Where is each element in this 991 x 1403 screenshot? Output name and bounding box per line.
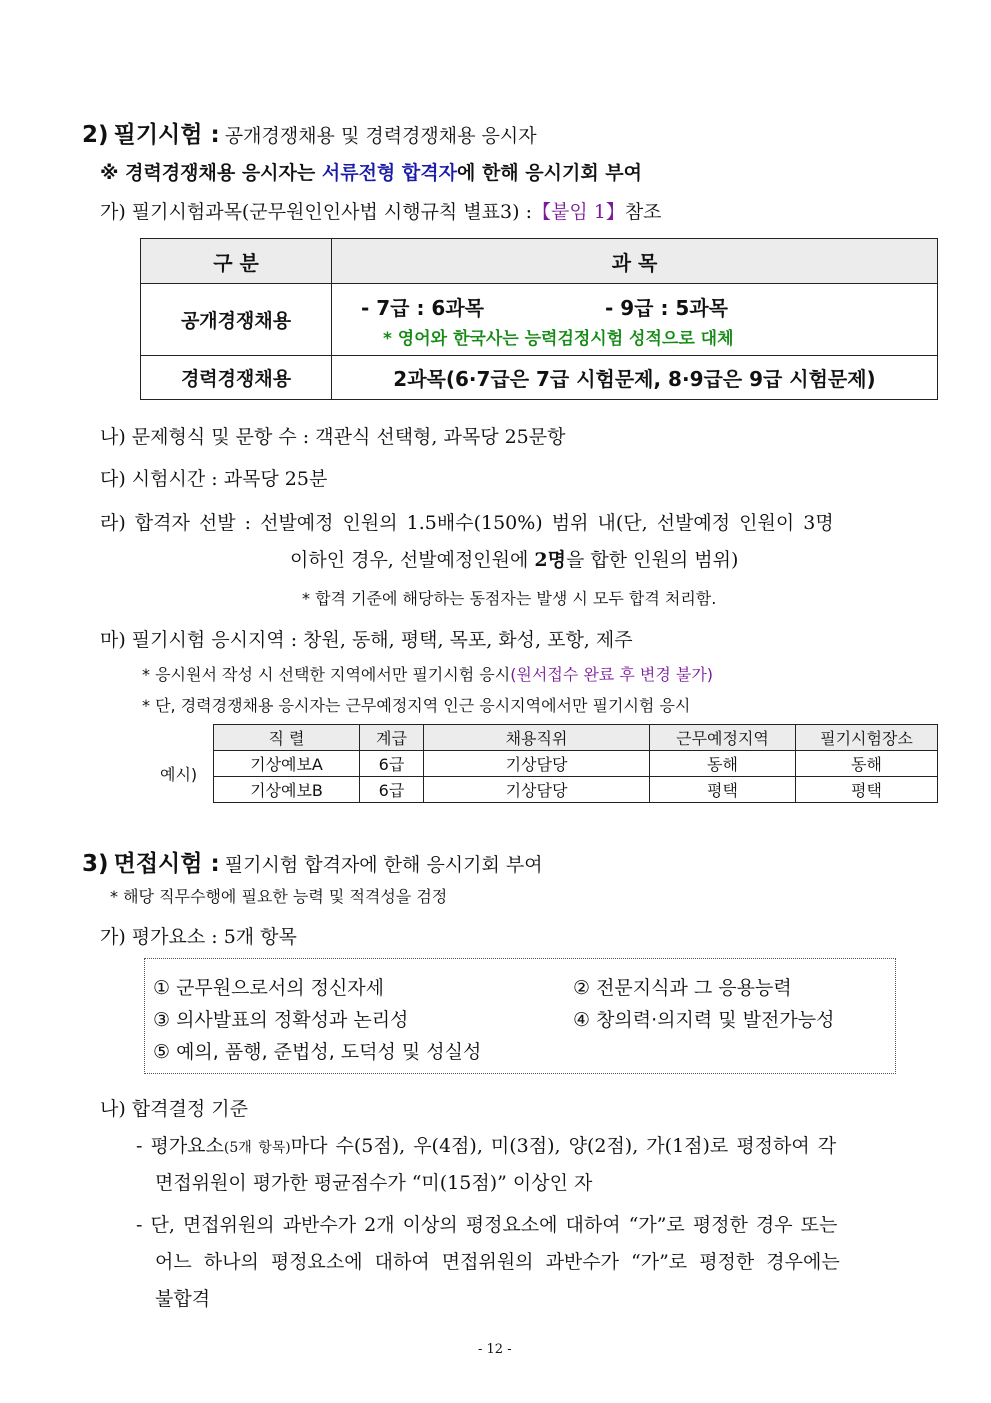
section-2-ga [100, 197, 662, 224]
section-3-note: * 해당 직무수행에 필요한 능력 및 적격성을 검정 [110, 887, 448, 906]
ga-prefix: 가) 필기시험과목(군무원인인사법 시행규칙 별표3) : [100, 201, 532, 223]
ra-line2-prefix: 이하인 경우, 선발예정인원에 [290, 549, 529, 571]
subject-replacement-note: * 영어와 한국사는 능력검정시험 성적으로 대체 [383, 328, 734, 349]
eval-item-1: ① 군무원으로서의 정신자세 [153, 977, 385, 999]
subject-header-category: 구 분 [141, 239, 332, 284]
table-row [214, 777, 938, 803]
eval-item-5: ⑤ 예의, 품행, 준법성, 도덕성 및 성실성 [153, 1041, 482, 1063]
section-2-note [100, 158, 642, 185]
subject-header-subjects: 과 목 [332, 239, 938, 284]
table-cell: 동해 [796, 751, 938, 777]
section-2-title: 필기시험 : [113, 122, 220, 148]
row-open-recruitment-subjects [332, 284, 938, 356]
section-2-ma-note2: * 단, 경력경쟁채용 응시자는 근무예정지역 인근 응시지역에서만 필기시험 응시 [142, 696, 691, 715]
table-cell: 기상담당 [424, 777, 650, 803]
ex-header-position: 채용직위 [424, 725, 650, 751]
note-highlight: 서류전형 합격자 [321, 162, 457, 184]
criteria-bullet-1-line2: 면접위원이 평가한 평균점수가 “미(15점)” 이상인 자 [155, 1172, 593, 1194]
table-cell: 6급 [360, 777, 424, 803]
b1-l1-small: (5개 항목) [223, 1140, 291, 1156]
example-table [213, 724, 938, 803]
ma-note1-prefix: * 응시원서 작성 시 선택한 지역에서만 필기시험 응시 [142, 665, 511, 684]
section-2-subtitle: 공개경쟁채용 및 경력경쟁채용 응시자 [224, 125, 537, 147]
table-cell: 기상담당 [424, 751, 650, 777]
section-2-heading [82, 116, 537, 149]
ex-header-work-region: 근무예정지역 [650, 725, 796, 751]
criteria-bullet-2-line3: 불합격 [155, 1288, 211, 1310]
section-2-number: 2) [82, 122, 109, 148]
example-label: 예시) [160, 765, 198, 784]
eval-item-4: ④ 창의력·의지력 및 발전가능성 [573, 1009, 835, 1031]
section-2-ra-note: * 합격 기준에 해당하는 동점자는 발생 시 모두 합격 처리함. [302, 589, 717, 608]
row-career-recruitment-label: 경력경쟁채용 [141, 356, 332, 400]
ra-line2-suffix: 을 합한 인원의 범위) [566, 549, 739, 571]
evaluation-items-box [144, 958, 896, 1074]
section-3-title: 면접시험 : [113, 851, 220, 877]
note-prefix: ※ 경력경쟁채용 응시자는 [100, 162, 316, 184]
note-suffix: 에 한해 응시기회 부여 [456, 162, 642, 184]
section-2-ra-line2 [290, 545, 738, 572]
grade7-subjects: - 7급 : 6과목 [361, 295, 484, 320]
section-3-ga: 가) 평가요소 : 5개 항목 [100, 926, 297, 948]
section-2-na: 나) 문제형식 및 문항 수 : 객관식 선택형, 과목당 25문항 [100, 426, 566, 448]
grade9-subjects: - 9급 : 5과목 [605, 295, 728, 320]
table-cell: 6급 [360, 751, 424, 777]
table-cell: 동해 [650, 751, 796, 777]
ga-suffix: 참조 [624, 201, 662, 223]
criteria-bullet-1-line1 [136, 1131, 836, 1158]
ex-header-grade: 계급 [360, 725, 424, 751]
ra-line2-bold: 2명 [534, 549, 566, 571]
b1-l1-b: 마다 수(5점), 우(4점), 미(3점), 양(2점), 가(1점)로 평정하여 각 [290, 1135, 837, 1157]
section-3-na: 나) 합격결정 기준 [100, 1098, 248, 1120]
criteria-bullet-2-line2: 어느 하나의 평정요소에 대하여 면접위원의 과반수가 “가”로 평정한 경우에는 [155, 1251, 840, 1273]
row-career-recruitment-subjects: 2과목(6·7급은 7급 시험문제, 8·9급은 9급 시험문제) [332, 356, 938, 400]
table-cell: 평택 [796, 777, 938, 803]
section-3-number: 3) [82, 851, 109, 877]
table-row [214, 751, 938, 777]
section-2-ma: 마) 필기시험 응시지역 : 창원, 동해, 평택, 목포, 화성, 포항, 제주 [100, 629, 633, 651]
table-cell: 기상예보B [214, 777, 360, 803]
section-2-da: 다) 시험시간 : 과목당 25분 [100, 468, 328, 490]
section-3-heading [82, 845, 543, 878]
eval-item-2: ② 전문지식과 그 응용능력 [573, 977, 792, 999]
criteria-bullet-2-line1: - 단, 면접위원의 과반수가 2개 이상의 평정요소에 대하여 “가”로 평정한 경우 또는 [136, 1214, 838, 1236]
ma-note1-paren: (원서접수 완료 후 변경 불가) [510, 665, 714, 684]
section-2-ra-line1: 라) 합격자 선발 : 선발예정 인원의 1.5배수(150%) 범위 내(단, 선발예정 인원이 3명 [100, 512, 834, 534]
subject-table [140, 238, 938, 400]
eval-item-3: ③ 의사발표의 정확성과 논리성 [153, 1009, 409, 1031]
table-cell: 기상예보A [214, 751, 360, 777]
table-cell: 평택 [650, 777, 796, 803]
row-open-recruitment-label: 공개경쟁채용 [141, 284, 332, 356]
ex-header-series: 직 렬 [214, 725, 360, 751]
ex-header-exam-site: 필기시험장소 [796, 725, 938, 751]
page-number: - 12 - [478, 1342, 512, 1357]
section-3-subtitle: 필기시험 합격자에 한해 응시기회 부여 [224, 854, 543, 876]
section-2-ma-note1 [142, 662, 713, 685]
b1-l1-a: - 평가요소 [136, 1135, 224, 1157]
attachment-link[interactable]: 【붙임 1】 [531, 201, 625, 223]
